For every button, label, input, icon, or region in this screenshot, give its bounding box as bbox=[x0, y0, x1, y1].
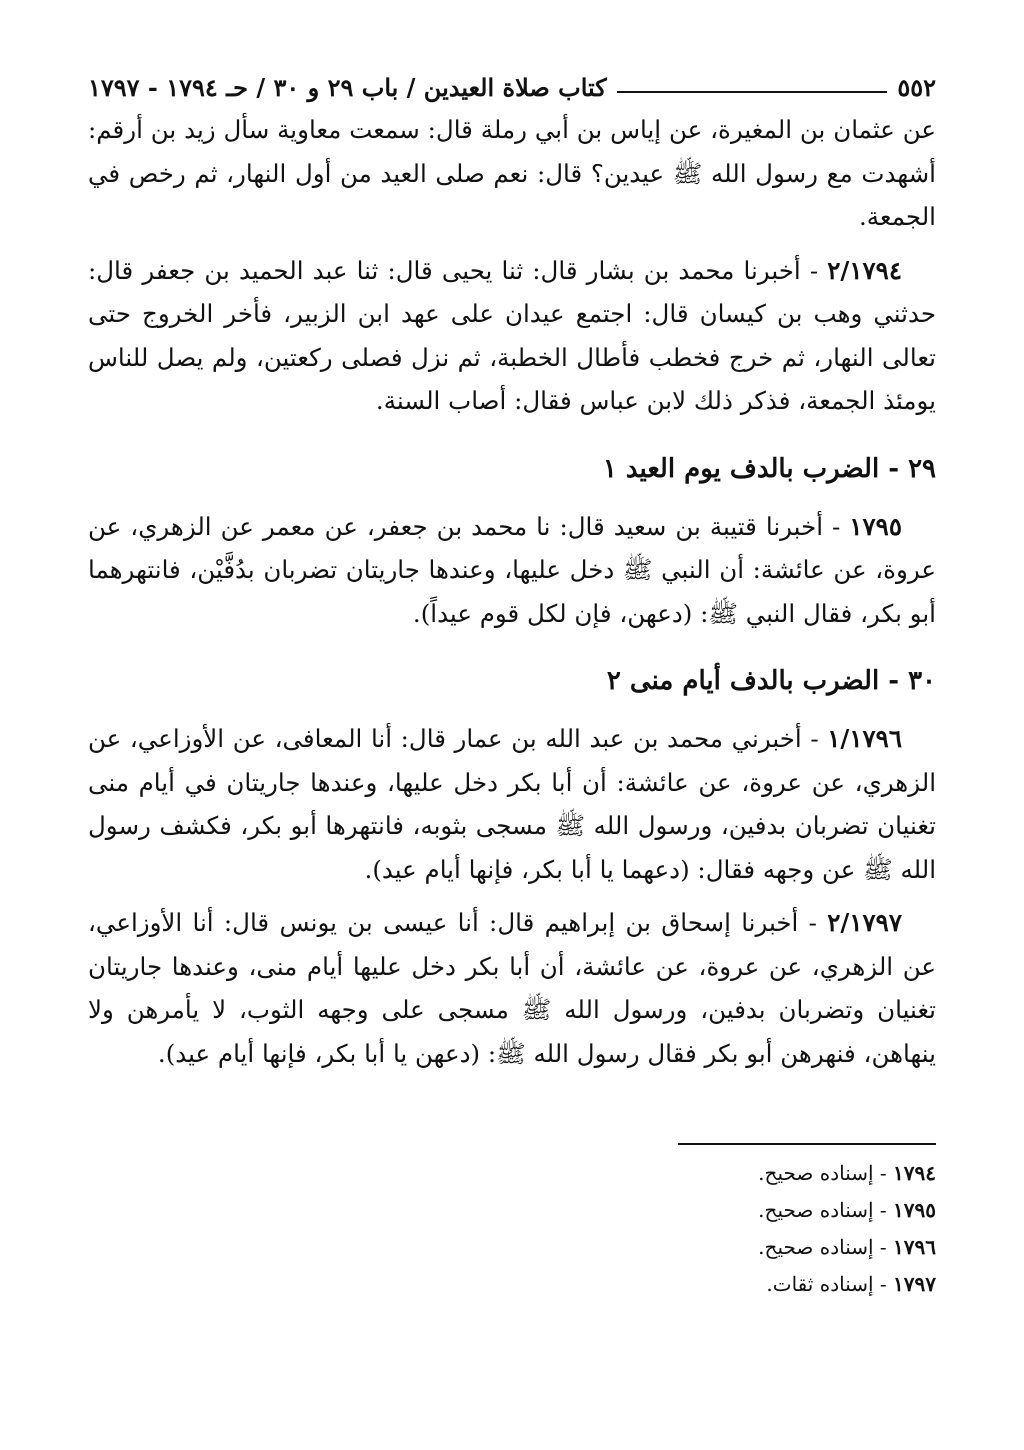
hadith-1795 bbox=[88, 505, 936, 636]
hadith-number: ٢/١٧٩٧ bbox=[827, 908, 902, 937]
footnote-number: ١٧٩٤ bbox=[893, 1161, 936, 1185]
hadith-number: ١٧٩٥ bbox=[849, 511, 902, 541]
footnote-text: - إسناده صحيح. bbox=[758, 1235, 894, 1259]
paragraph-text: عن عثمان بن المغيرة، عن إياس بن أبي رملة قال: سمعت معاوية سأل زيد بن أرقم: أشهدت مع رسول الله ﷺ عيدين؟ قال: نعم صلى العيد من أول النهار، ثم رخص في الجمعة. bbox=[88, 115, 936, 231]
footnotes bbox=[88, 1155, 936, 1303]
hadith-text: - أخبرني محمد بن عبد الله بن عمار قال: أنا المعافى، عن الأوزاعي، عن الزهري، عن عروة، عن عائشة: أن أبا بكر دخل عليها، وعندها جاريتان في أيام منى تغنيان تضربان بدفين، ورسول الله ﷺ مسجى بثوبه، فانتهرها أبو بكر، فكشف رسول الله ﷺ عن وجهه فقال: (دعهما يا أبا بكر، فإنها أيام عيد). bbox=[88, 724, 936, 884]
hadith-1797 bbox=[88, 901, 936, 1075]
hadith-text: - أخبرنا قتيبة بن سعيد قال: نا محمد بن جعفر، عن معمر عن الزهري، عن عروة، عن عائشة: أن النبي ﷺ دخل عليها، وعندها جاريتان تضربان بدُفَّيْن، فانتهرهما أبو بكر، فقال النبي ﷺ: (دعهن، فإن لكل قوم عيداً). bbox=[88, 511, 936, 628]
hadith-text: - أخبرنا إسحاق بن إبراهيم قال: أنا عيسى بن يونس قال: أنا الأوزاعي، عن الزهري، عن عروة، عن عائشة، أن أبا بكر دخل عليها أيام منى، وعندها جاريتان تغنيان وتضربان بدفين، ورسول الله ﷺ مسجى على وجهه الثوب، لا يأمرهن ولا ينهاهن، فنهرهن أبو بكر فقال رسول الله ﷺ: (دعهن يا أبا بكر، فإنها أيام عيد). bbox=[88, 908, 936, 1068]
section-heading-29: ٢٩ - الضرب بالدف يوم العيد ١ bbox=[602, 453, 936, 484]
footnote-number: ١٧٩٥ bbox=[893, 1198, 936, 1222]
hadith-1794 bbox=[88, 249, 936, 423]
footnote-item bbox=[88, 1266, 936, 1303]
book-page bbox=[88, 62, 936, 1422]
section-heading-30: ٣٠ - الضرب بالدف أيام منى ٢ bbox=[606, 666, 936, 696]
running-header bbox=[88, 62, 936, 102]
running-title: كتاب صلاة العيدين / باب ٢٩ و ٣٠ / حـ ١٧٩٤ - ١٧٩٧ bbox=[88, 73, 607, 102]
footnote-text: - إسناده ثقات. bbox=[766, 1272, 894, 1296]
footnote-divider bbox=[678, 1143, 936, 1145]
footnote-item bbox=[88, 1155, 936, 1192]
paragraph-continuation bbox=[88, 108, 936, 239]
page-number: ٥٥٢ bbox=[897, 73, 936, 102]
footnote-text: - إسناده صحيح. bbox=[758, 1161, 894, 1185]
main-text bbox=[88, 108, 936, 1075]
hadith-1796 bbox=[88, 717, 936, 891]
footnote-number: ١٧٩٦ bbox=[893, 1235, 936, 1259]
footnote-number: ١٧٩٧ bbox=[893, 1272, 936, 1296]
header-rule bbox=[617, 91, 888, 93]
footnote-text: - إسناده صحيح. bbox=[758, 1198, 894, 1222]
footnote-item bbox=[88, 1192, 936, 1229]
footnote-item bbox=[88, 1229, 936, 1266]
hadith-number: ١/١٧٩٦ bbox=[827, 724, 902, 753]
hadith-number: ٢/١٧٩٤ bbox=[827, 255, 902, 285]
hadith-text: - أخبرنا محمد بن بشار قال: ثنا يحيى قال: ثنا عبد الحميد بن جعفر قال: حدثني وهب بن كيسان قال: اجتمع عيدان على عهد ابن الزبير، فأخر الخروج حتى تعالى النهار، ثم خرج فخطب فأطال الخطبة، ثم نزل فصلى ركعتين، ولم يصل للناس يومئذ الجمعة، فذكر ذلك لابن عباس فقال: أصاب السنة. bbox=[88, 255, 936, 415]
